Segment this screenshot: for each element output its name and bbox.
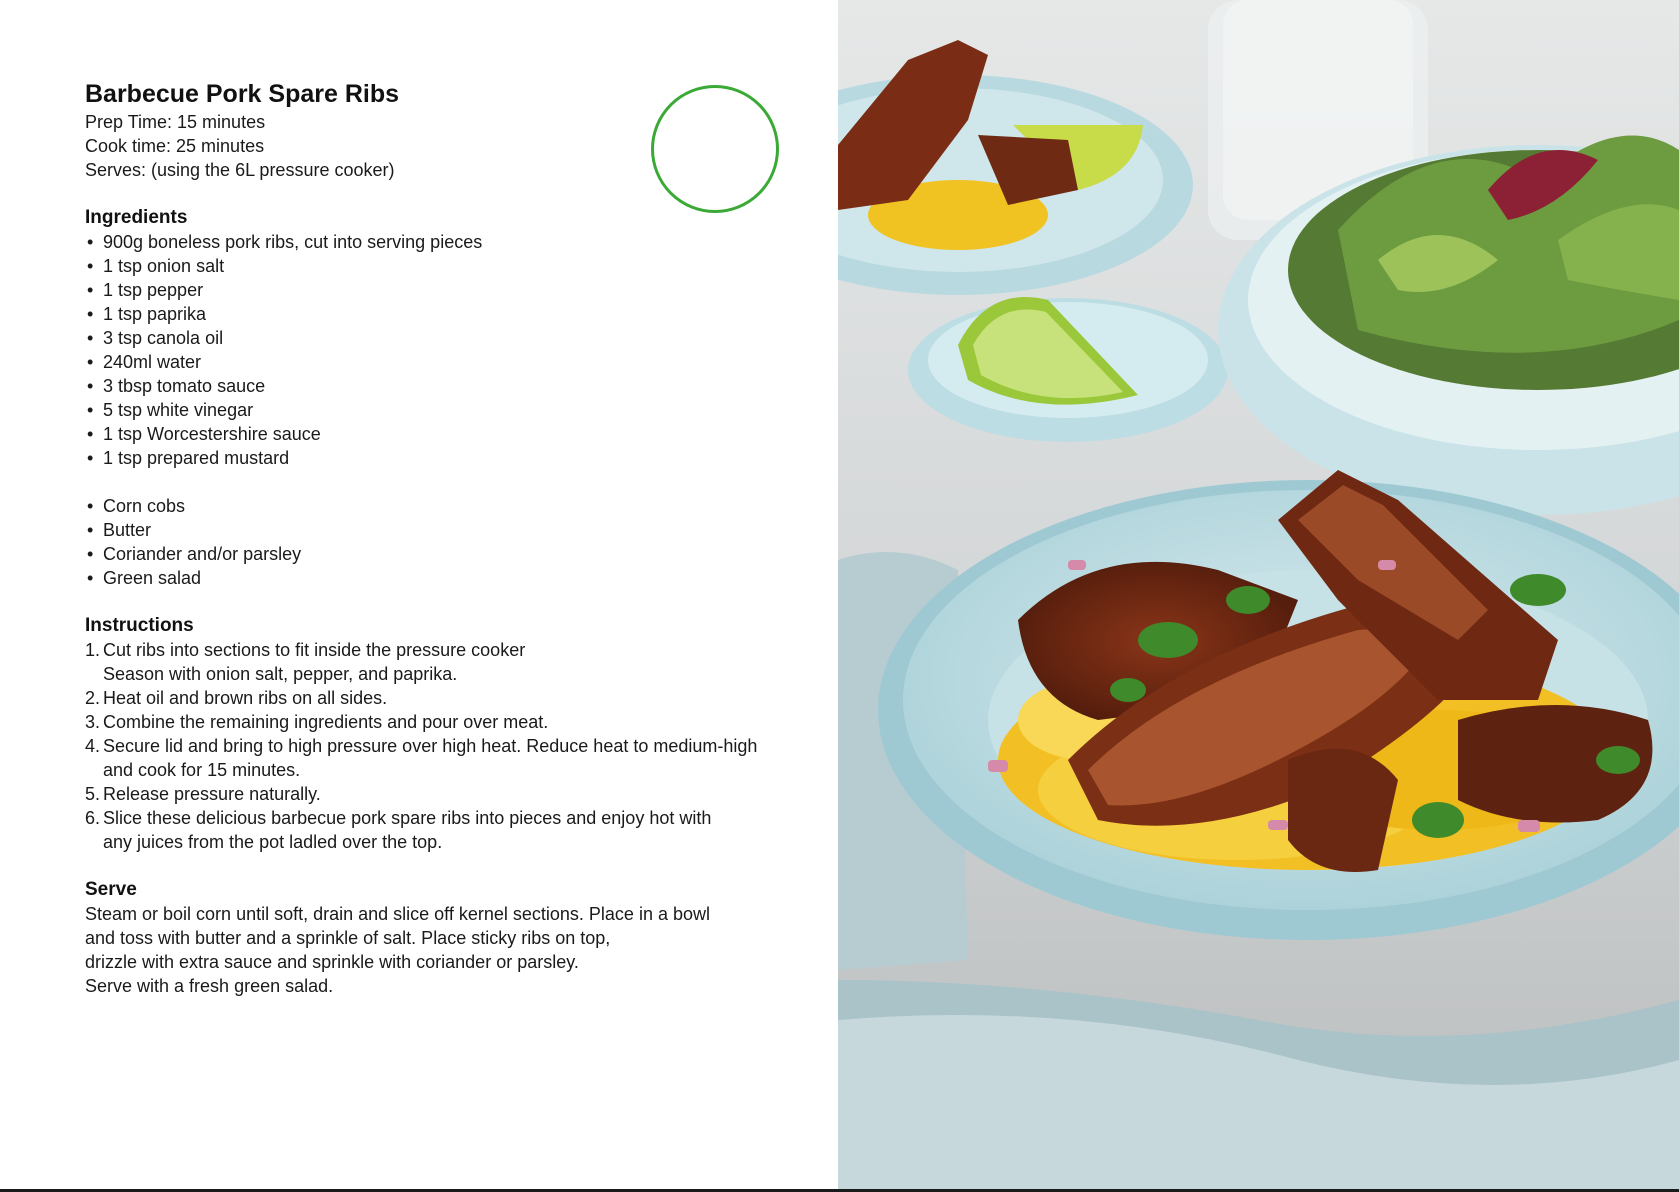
food-photo-illustration	[838, 0, 1679, 1192]
ingredient-item: • 1 tsp paprika	[85, 302, 785, 326]
step-line: Secure lid and bring to high pressure over high heat. Reduce heat to medium-high	[103, 736, 758, 756]
step-number: 3.	[85, 712, 101, 732]
serve-line: Serve with a fresh green salad.	[85, 976, 334, 996]
step-line: Season with onion salt, pepper, and paprika.	[103, 664, 458, 684]
extra-item: • Butter	[85, 518, 785, 542]
step-number: 5.	[85, 784, 101, 804]
serves: Serves: (using the 6L pressure cooker)	[85, 160, 395, 180]
instruction-step	[85, 806, 785, 854]
step-number: 4.	[85, 736, 101, 756]
instruction-step	[85, 638, 785, 686]
instruction-step	[85, 782, 785, 806]
ingredient-item: • 3 tsp canola oil	[85, 326, 785, 350]
instructions-list	[85, 638, 785, 854]
ingredient-item: • 1 tsp pepper	[85, 278, 785, 302]
extra-item: • Corn cobs	[85, 494, 785, 518]
step-line: Cut ribs into sections to fit inside the pressure cooker	[103, 640, 526, 660]
step-line: Combine the remaining ingredients and pour over meat.	[103, 712, 549, 732]
ingredients-list	[85, 230, 785, 470]
ingredient-item: • 900g boneless pork ribs, cut into serving pieces	[85, 230, 785, 254]
serve-heading: Serve	[85, 879, 137, 900]
ingredient-item: • 240ml water	[85, 350, 785, 374]
step-line: any juices from the pot ladled over the top.	[103, 832, 443, 852]
extra-item: • Coriander and/or parsley	[85, 542, 785, 566]
ingredient-item: • 5 tsp white vinegar	[85, 398, 785, 422]
recipe-title: Barbecue Pork Spare Ribs	[85, 80, 400, 108]
step-line: and cook for 15 minutes.	[103, 760, 301, 780]
recipe-content	[85, 78, 785, 998]
recipe-text-page	[0, 0, 838, 1192]
instruction-step	[85, 710, 785, 734]
serve-line: drizzle with extra sauce and sprinkle with coriander or parsley.	[85, 952, 579, 972]
instruction-step	[85, 734, 785, 782]
step-number: 6.	[85, 808, 101, 828]
serve-paragraph	[85, 902, 785, 998]
cook-time: Cook time: 25 minutes	[85, 136, 265, 156]
ingredient-item: • 3 tbsp tomato sauce	[85, 374, 785, 398]
step-line: Slice these delicious barbecue pork spare ribs into pieces and enjoy hot with	[103, 808, 712, 828]
serve-line: and toss with butter and a sprinkle of salt. Place sticky ribs on top,	[85, 928, 611, 948]
serve-line: Steam or boil corn until soft, drain and slice off kernel sections. Place in a bowl	[85, 904, 710, 924]
prep-time: Prep Time: 15 minutes	[85, 112, 266, 132]
instruction-step	[85, 686, 785, 710]
instructions-heading: Instructions	[85, 615, 194, 636]
ingredient-item: • 1 tsp Worcestershire sauce	[85, 422, 785, 446]
ingredients-heading: Ingredients	[85, 207, 188, 228]
food-photo	[838, 0, 1679, 1192]
serving-extras-list	[85, 494, 785, 590]
step-line: Heat oil and brown ribs on all sides.	[103, 688, 388, 708]
step-line: Release pressure naturally.	[103, 784, 321, 804]
step-number: 1.	[85, 640, 101, 660]
lime-bowl	[908, 297, 1228, 442]
step-number: 2.	[85, 688, 101, 708]
extra-item: • Green salad	[85, 566, 785, 590]
ingredient-item: • 1 tsp onion salt	[85, 254, 785, 278]
ingredient-item: • 1 tsp prepared mustard	[85, 446, 785, 470]
